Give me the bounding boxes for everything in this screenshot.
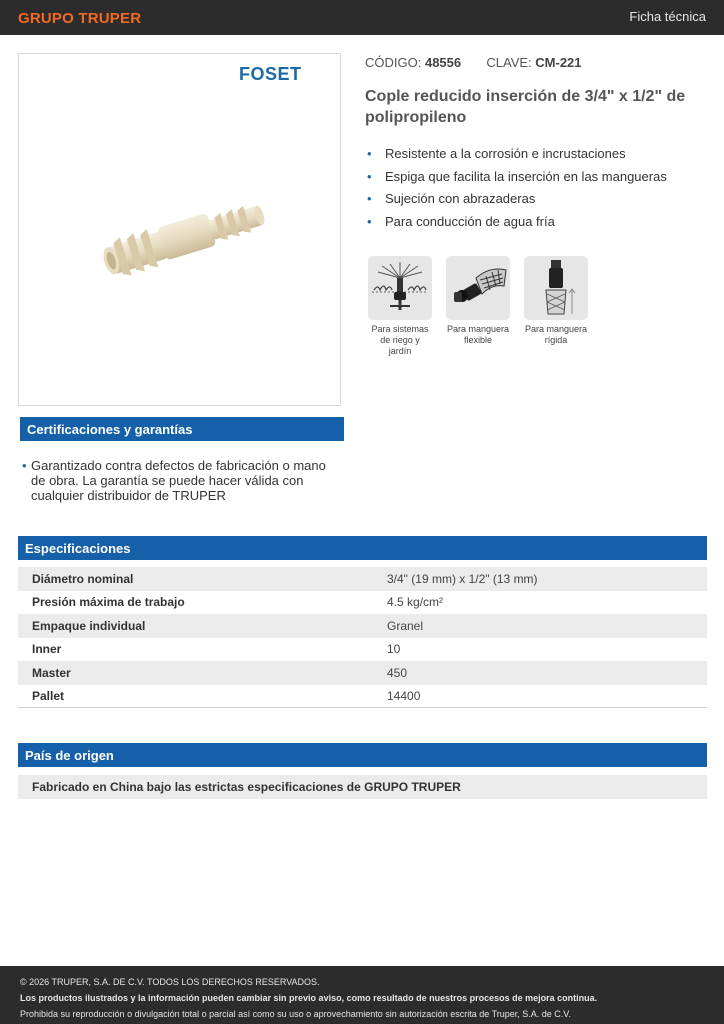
feature-item: • Espiga que facilita la inserción en las mangueras: [367, 168, 667, 191]
feature-item: • Para conducción de agua fría: [367, 213, 667, 236]
flexible-hose-icon: [446, 256, 510, 320]
spec-key: Diámetro nominal: [32, 571, 134, 586]
spec-value: 4.5 kg/cm²: [387, 595, 444, 610]
usage-rigid-hose: [523, 256, 589, 346]
product-code: 48556: [424, 55, 462, 70]
spec-value: 10: [387, 642, 401, 657]
product-brand-logo: FOSET: [239, 64, 302, 84]
spec-value: 14400: [387, 689, 421, 704]
usage-caption: de riego y: [380, 335, 420, 345]
specs-heading: Especificaciones: [18, 536, 707, 560]
key-label: CLAVE:: [486, 55, 532, 70]
spec-value: 3/4" (19 mm) x 1/2" (13 mm): [387, 571, 538, 586]
product-image: [18, 53, 341, 406]
usage-caption: Para manguera: [446, 324, 510, 334]
rigid-hose-icon: [524, 256, 588, 320]
reproduction-notice: Prohibida su reproducción o divulgación total o parcial así como su uso o aprovechamiento sin autorización escrita de Truper, S.A. de C.V.: [20, 1009, 571, 1019]
usage-caption: flexible: [463, 335, 492, 345]
usage-irrigation: [367, 256, 433, 357]
hose-coupling-icon: [19, 54, 342, 407]
spec-value: 450: [387, 665, 408, 680]
feature-item: • Sujeción con abrazaderas: [367, 190, 667, 213]
usage-caption: Para manguera: [524, 324, 588, 334]
spec-key: Master: [32, 665, 71, 680]
product-codes: [365, 55, 582, 70]
warranty-text: • Garantizado contra defectos de fabricación o mano de obra. La garantía se puede hacer válida con cualquier distribuidor de TRUPER: [22, 458, 337, 503]
brand-logo[interactable]: GRUPO TRUPER: [18, 10, 142, 27]
table-row: [18, 614, 707, 638]
table-row: [18, 685, 707, 709]
spec-value: Granel: [387, 618, 424, 633]
warranty-heading: Certificaciones y garantías: [20, 417, 344, 441]
code-label: CÓDIGO:: [365, 55, 422, 70]
spec-key: Presión máxima de trabajo: [32, 595, 185, 610]
origin-text: Fabricado en China bajo las estrictas especificaciones de GRUPO TRUPER: [18, 775, 707, 799]
spec-key: Empaque individual: [32, 618, 146, 633]
table-row: [18, 591, 707, 615]
spec-key: Inner: [32, 642, 62, 657]
page-header: [0, 0, 724, 35]
feature-list: [367, 145, 667, 236]
specs-table: [18, 567, 707, 708]
usage-caption: jardín: [388, 346, 412, 356]
copyright-text: © 2026 TRUPER, S.A. DE C.V. TODOS LOS DERECHOS RESERVADOS.: [20, 977, 320, 987]
sprinkler-icon: [368, 256, 432, 320]
change-notice: Los productos ilustrados y la información pueden cambiar sin previo aviso, como resultado de nuestros procesos de mejora continua.: [20, 993, 598, 1003]
product-key: CM-221: [535, 55, 582, 70]
page-footer: [0, 966, 724, 1024]
table-row: [18, 638, 707, 662]
origin-heading: País de origen: [18, 743, 707, 767]
table-row: [18, 567, 707, 591]
usage-flexible-hose: [445, 256, 511, 346]
document-type: Ficha técnica: [629, 9, 706, 24]
feature-item: • Resistente a la corrosión e incrustaciones: [367, 145, 667, 168]
product-title: Cople reducido inserción de 3/4" x 1/2" de polipropileno: [365, 88, 686, 126]
usage-caption: Para sistemas: [371, 324, 429, 334]
spec-key: Pallet: [32, 689, 65, 704]
divider: [18, 707, 707, 708]
table-row: [18, 661, 707, 685]
usage-caption: rígida: [544, 335, 568, 345]
